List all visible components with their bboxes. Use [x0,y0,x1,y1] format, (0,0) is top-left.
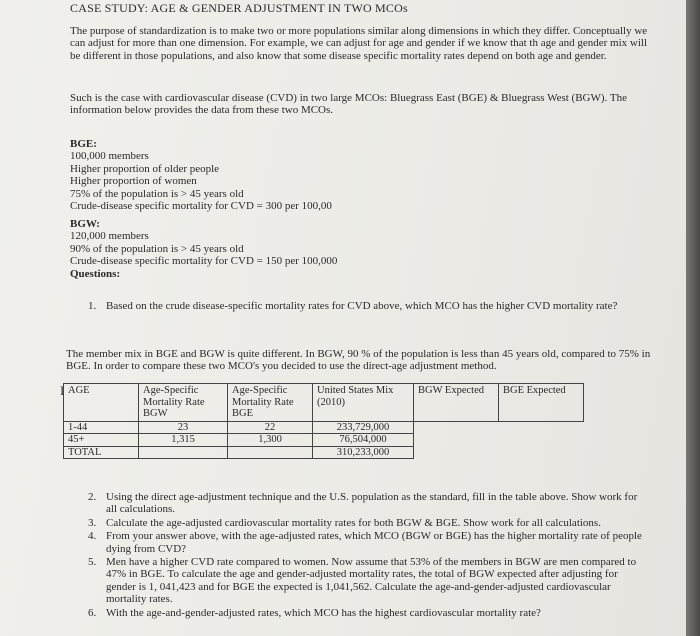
cell-bgw-rate: 1,315 [139,434,228,447]
page-title: CASE STUDY: AGE & GENDER ADJUSTMENT IN TWO MCOs [70,1,408,15]
question-text: Using the direct age-adjustment technique and the U.S. population as the standard, fill in the table above. Show work for all calculations. [106,491,638,516]
cell-age: 1-44 [64,421,139,434]
bge-label: BGE: [70,138,97,150]
page-edge-shadow [686,0,700,636]
question-number: 1. [88,300,97,312]
header-us-mix: United States Mix (2010) [313,384,414,422]
question-number: 4. [88,530,97,543]
cell-us-mix: 233,729,000 [313,421,414,434]
bgw-line: 90% of the population is > 45 years old [70,242,244,255]
header-bgw-expected: BGW Expected [414,384,499,422]
bgw-label: BGW: [70,218,100,230]
bgw-line: 120,000 members [70,230,149,243]
cell-us-mix: 310,233,000 [313,446,414,459]
questions-label: Questions: [70,267,121,280]
cell-bgw-rate [139,446,228,459]
header-age: AGE [64,384,139,422]
cell-us-mix: 76,504,000 [313,434,414,447]
cell-bge-rate: 22 [228,421,313,434]
question-text: Calculate the age-adjusted cardiovascular mortality rates for both BGW & BGE. Show work for all calculations. [106,516,601,529]
cell-bge-rate: 1,300 [228,434,313,447]
question-text: Men have a higher CVD rate compared to women. Now assume that 53% of the members in BGW are men compared to 47% in BGE. To calculate the age and gender-adjusted mortality rates, the total of BGW expected after adjusting for gender is 1, 041,423 and for BGE the expected is 1,041,562. Calculate the age-and-gender-adjusted cardiovascular mortality rates. [106,556,637,606]
header-bge-rate: Age-Specific Mortality Rate BGE [228,384,313,422]
bge-line: 75% of the population is > 45 years old [70,187,244,200]
header-bge-expected: BGE Expected [499,384,584,422]
cell-bge-rate [228,446,313,459]
question-number: 2. [88,491,97,503]
list-item [88,517,648,529]
table-header-row [64,384,584,422]
bge-line: Higher proportion of older people [70,162,220,175]
member-mix-paragraph: The member mix in BGE and BGW is quite different. In BGW, 90 % of the population is less than 45 years old, compared to 75% in BGE. In order to compare these two MCO's you decided to use the direct-age adjustment method. [66,348,651,373]
bge-line: Higher proportion of women [70,175,197,188]
question-text: From your answer above, with the age-adjusted rates, which MCO (BGW or BGE) has the higher mortality rate of people dying from CVD? [106,530,642,555]
bge-line: 100,000 members [70,150,149,163]
table-row [64,446,584,459]
case-paragraph: Such is the case with cardiovascular disease (CVD) in two large MCOs: Bluegrass East (BGE) & Bluegrass West (BGW). The information below provides the data from these two MCOs. [70,92,627,117]
question-list [88,491,648,620]
list-item [88,491,648,516]
cell-age: TOTAL [64,446,139,459]
bge-section [70,138,470,212]
table-row [64,434,584,447]
table-row [64,421,584,434]
question-number: 3. [88,516,97,529]
question-1 [88,300,628,312]
adjustment-table [63,383,584,459]
cell-age: 45+ [64,434,139,447]
question-text: With the age-and-gender-adjusted rates, which MCO has the highest cardiovascular mortality rate? [106,606,541,619]
header-bgw-rate: Age-Specific Mortality Rate BGW [139,384,228,422]
list-item [88,530,648,555]
question-number: 6. [88,606,97,619]
bgw-section [70,218,470,280]
question-text: Based on the crude disease-specific mortality rates for CVD above, which MCO has the higher CVD mortality rate? [106,300,618,312]
cell-bgw-rate: 23 [139,421,228,434]
text-cursor-icon: I [60,383,65,398]
bge-line: Crude-disease specific mortality for CVD = 300 per 100,00 [70,200,332,213]
list-item [88,607,648,619]
list-item [88,556,648,606]
bgw-line: Crude-disease specific mortality for CVD = 150 per 100,000 [70,255,338,268]
question-number: 5. [88,556,97,569]
intro-paragraph: The purpose of standardization is to make two or more populations similar along dimensions in which they differ. Conceptually we can adjust for more than one dimension. For example, we can adjust for age and gender if we know that th age and gender mix will be different in those populations, and also know that some disease specific mortality rates depend on both age and gender. [70,25,648,62]
